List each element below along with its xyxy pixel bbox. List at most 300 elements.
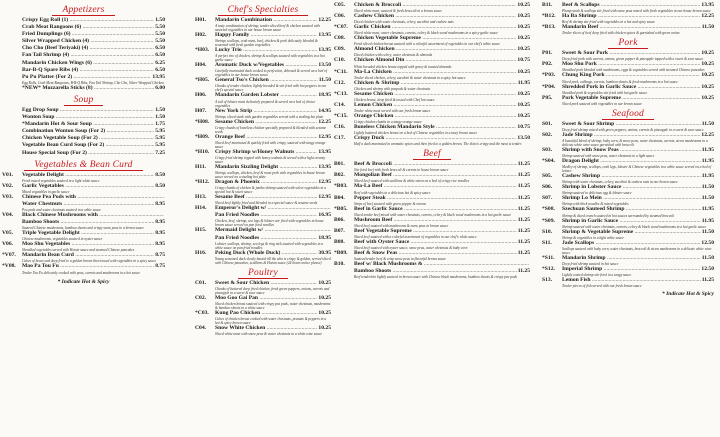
item-price: 11.95	[701, 146, 714, 153]
section-title	[542, 37, 714, 49]
menu-item	[334, 57, 530, 64]
menu-item	[2, 183, 165, 190]
item-price: 1.50	[155, 17, 165, 23]
item-price: 10.25	[318, 294, 331, 301]
item-price: 13.50	[517, 135, 530, 142]
item-code: C12.	[334, 79, 346, 86]
item-code: *C03.	[195, 309, 209, 316]
item-name: Bamboo Shoots .....	[22, 219, 154, 226]
menu-item	[195, 179, 331, 186]
section-title	[2, 94, 165, 106]
menu-item	[195, 108, 331, 115]
item-price	[330, 205, 331, 212]
item-price: 11.50	[701, 228, 714, 235]
item-description: Sliced white meat with snow peas & water chestnuts in a white wine sauce	[215, 332, 323, 337]
item-code: *B05.	[334, 205, 348, 212]
item-price: 14.95	[318, 107, 331, 114]
menu-item	[542, 50, 714, 57]
item-description: Sliced beef lightly fried and blended in a special sauce & sesame seeds	[215, 201, 318, 206]
item-name: Sesame Beef .....	[215, 194, 317, 201]
item-price: 10.25	[517, 13, 530, 20]
item-name: *NEW* Mozzarella Sticks (8) .....	[22, 85, 154, 92]
item-description: Sliced white meat, sauteed & fresh broccoli in a brown sauce	[354, 9, 442, 14]
item-name: Cashew Chicken .....	[354, 13, 516, 20]
item-code: *C13.	[334, 90, 348, 97]
item-name: Mushroom Beef .....	[354, 217, 517, 224]
item-description: Beef tenderloin lightly sauteed in brown sauce with Chinese black mushrooms, bamboo shoots & crispy pea pods	[354, 275, 517, 280]
item-code: H16.	[195, 249, 207, 256]
item-price: 6.50	[155, 52, 165, 59]
item-price: 11.50	[701, 254, 714, 261]
menu-item	[2, 263, 165, 270]
item-code: P05.	[542, 94, 553, 101]
item-description: Sauteed Chinese mushrooms, bamboo shoots and crispy snow peas in a brown sauce	[22, 226, 144, 231]
item-price	[164, 212, 165, 219]
item-code: *S12.	[542, 265, 555, 272]
section-title-text: Seafood	[602, 109, 654, 120]
item-code: S07.	[542, 195, 553, 202]
item-name: Beef in Garlic Sauce .....	[354, 206, 517, 213]
item-name: Mandarin Bean Curd .....	[22, 252, 154, 259]
item-code: *B09.	[334, 249, 348, 256]
item-name: Mandarin Combination .....	[215, 17, 317, 24]
item-price: 5.50	[155, 31, 165, 38]
item-name: Pan Fried Noodles .....	[215, 212, 317, 219]
item-price: 10.25	[701, 94, 714, 101]
menu-item	[2, 107, 165, 114]
menu-item	[195, 32, 331, 39]
item-price	[330, 227, 331, 234]
item-code	[2, 219, 22, 226]
item-code	[2, 67, 22, 74]
menu-column-3	[334, 2, 530, 437]
item-description: Tender pieces of fish served with our fresh lemon sauce	[562, 284, 642, 289]
item-price: 10.25	[517, 112, 530, 119]
item-name: Chicken Vegetable Supreme .....	[354, 35, 516, 42]
menu-item	[542, 195, 714, 202]
item-code	[2, 107, 22, 114]
item-price: 10.25	[517, 24, 530, 31]
item-name: Chicken Vegetable Soup (For 2) .....	[22, 135, 154, 142]
menu-item	[2, 135, 165, 142]
menu-item	[334, 268, 530, 275]
item-name: *Mandarin Hot & Sour Soup .....	[22, 121, 154, 128]
item-code: B08.	[334, 238, 345, 245]
item-description: Tender slices of beef deep fried with chicken spices & garnished with green onion	[562, 31, 680, 36]
item-price: 16.95	[318, 212, 331, 219]
item-price: 8.95	[155, 230, 165, 237]
item-code: S05.	[542, 173, 553, 180]
item-price: 10.25	[517, 90, 530, 97]
item-name: Dragon & Phoenix .....	[215, 179, 317, 186]
section-title	[334, 148, 530, 160]
item-name: Cho Cho (Beef Teriyaki) (4) .....	[22, 45, 154, 52]
item-description: Chicken, beef, shrimp, sea legs & lobster stir fried with vegetables in house brown sauce served on pan fried noodles	[215, 219, 324, 228]
item-name: Sweet & Sour Shrimp .....	[562, 121, 701, 128]
item-price: 6.50	[155, 66, 165, 73]
item-name: Crab Meat Rangoons (6) .....	[22, 24, 154, 31]
item-code: H07.	[195, 107, 207, 114]
item-name: Chinese Pea Pods with .....	[22, 194, 164, 201]
item-name: Moo Shu Pork .....	[562, 61, 700, 68]
menu-item	[334, 217, 530, 224]
item-price: 11.25	[701, 276, 714, 283]
item-description: Lightly coated shrimp stir fried in a tangy sauce	[562, 272, 632, 277]
item-code: *B12.	[542, 13, 556, 20]
item-price: 13.95	[701, 2, 714, 8]
menu-item	[195, 310, 331, 317]
item-price: 11.50	[701, 195, 714, 202]
item-description: Shrimp sauteed with water chestnuts, carrots, celery & black wood mushrooms in a hot garlic sauce	[562, 224, 707, 229]
item-price: 8.75	[155, 252, 165, 259]
item-description: Deep fried shrimp sauteed in hot sauce	[562, 261, 619, 266]
menu-item	[334, 183, 530, 190]
item-name: Beef Vegetable Supreme .....	[354, 228, 517, 235]
spicy-note: * Indicate Hot & Spicy	[662, 291, 714, 298]
item-description: Cubes of chicken breast cooked with water chestnuts, peanuts & peppers in a hot & spicy brown sauce	[215, 316, 327, 325]
item-name: Mermaid Delight w/ .....	[215, 227, 330, 234]
menu-item	[195, 62, 331, 69]
menu-item	[334, 239, 530, 246]
item-code: *C11.	[334, 68, 348, 75]
item-description: A tasty combination of shrimp, tender sliced beef & chicken sauteed with assorted vegetables in our house brown sauce	[215, 24, 320, 33]
section-title	[2, 159, 165, 171]
item-code: *V07.	[2, 252, 16, 259]
item-price: 8.75	[155, 263, 165, 270]
item-code: *H12.	[195, 179, 210, 186]
item-description: Sliced pork, cabbage, carrots, bamboo shoots & fresh mushrooms in a hot sauce	[562, 79, 678, 84]
item-price: 5.95	[155, 142, 165, 149]
item-name: Sweet & Sour Chicken .....	[215, 280, 317, 287]
item-name: Shredded Pork in Garlic Sauce .....	[562, 84, 700, 91]
item-description: A tail of lobster meat delicately prepared & served on a bed of choice vegetables	[215, 99, 316, 108]
menu-item	[195, 295, 331, 302]
item-code	[2, 60, 22, 67]
section-title-text: Appetizers	[52, 5, 114, 16]
item-name: Shrimp with Snow Peas .....	[562, 147, 701, 154]
item-code: H06.	[195, 92, 207, 99]
item-price: 6.00	[155, 84, 165, 91]
item-price: 8.50	[155, 171, 165, 178]
item-code: *P04.	[542, 83, 556, 90]
item-name: Ha Ba Shrimp .....	[562, 13, 700, 20]
item-description: Carefully marinated duck cooked to perfection, deboned & served on a bed of vegetables in our house brown sauce	[215, 69, 327, 78]
menu-item	[195, 92, 331, 99]
menu-column-2	[195, 2, 331, 437]
item-price: 12.25	[318, 17, 331, 23]
item-name: Sesame Chicken .....	[354, 91, 516, 98]
item-code: *H10.	[195, 148, 210, 155]
item-code: P01.	[542, 50, 553, 57]
item-name: Mandarin Chicken Wings (6) .....	[22, 60, 154, 67]
item-price: 30.95	[318, 249, 331, 256]
item-name: Orange Chicken .....	[354, 113, 516, 120]
item-name: Happy Family .....	[215, 32, 317, 39]
item-name: Beef with Oyster Sauce .....	[354, 239, 517, 246]
item-price: 5.95	[155, 135, 165, 142]
item-name: Shrimp Lo Mein .....	[562, 195, 701, 202]
item-price: 10.75	[517, 124, 530, 131]
item-name: Mandarin Garden Lobster .....	[215, 92, 317, 99]
menu-item	[195, 280, 331, 287]
item-name: Bamboo Shoots .....	[354, 268, 517, 275]
item-description: Plump steak & scallops stir fried with snow peas mixed with fresh vegetables in our house brown sauce	[562, 9, 711, 14]
item-description: Chinese mushrooms, vegetables sauteed in oyster sauce	[22, 237, 103, 242]
item-code: *S11.	[542, 254, 555, 261]
item-code: *S09.	[542, 217, 555, 224]
item-description: Pea pods and water chestnuts sauteed in a white sauce	[22, 207, 101, 212]
item-code: C09.	[334, 46, 346, 53]
item-price: 1.75	[155, 121, 165, 128]
spicy-note: * Indicate Hot & Spicy	[57, 278, 110, 285]
item-code: B06.	[334, 216, 345, 223]
item-code: B07.	[334, 227, 345, 234]
item-description: Crispy chunks of chicken & jumbo shrimp sauteed with select vegetables in a special hot & sweet sauce	[215, 186, 326, 195]
item-price: 13.95	[318, 32, 331, 39]
menu-item	[542, 61, 714, 68]
item-price: 5.50	[155, 24, 165, 31]
item-name: Moo Goo Gai Pan .....	[215, 295, 317, 302]
section-title	[542, 108, 714, 120]
menu-item	[334, 46, 530, 53]
menu-item	[542, 13, 714, 20]
item-price: 13.95	[152, 73, 165, 80]
item-description: Shrimp & diced crunch sauteed in hot sauces surrounded by steamed broccoli	[562, 213, 675, 218]
item-description: Mixed vegetables in garlic sauce	[22, 189, 70, 194]
menu-item	[334, 80, 530, 87]
item-price: 11.95	[701, 206, 714, 213]
item-name: Szechuan Sauteed Shrimp .....	[562, 206, 701, 213]
item-code	[2, 74, 22, 81]
item-description: A perfect trio of chicken, shrimp & scallops sauteed with vegetables in a hot garlic sauce	[215, 54, 325, 63]
item-price: 11.25	[517, 238, 530, 245]
item-description: Beef with vegetables in a delicious hot & spicy sauce	[354, 190, 431, 195]
item-code	[2, 128, 22, 135]
item-code: V01.	[2, 171, 14, 178]
menu-item	[195, 164, 331, 171]
item-code: H04.	[195, 62, 207, 69]
item-name: Emperor's Delight w/ .....	[215, 205, 330, 212]
item-code	[2, 45, 22, 52]
item-price: 11.95	[701, 217, 714, 224]
item-name: Beef & Snow Peas .....	[354, 250, 517, 257]
item-price: 11.50	[318, 77, 331, 84]
item-code: S01.	[542, 120, 553, 127]
menu-item	[195, 194, 331, 201]
item-name: Jade Scallops .....	[562, 240, 700, 247]
item-description: Diced chicken with celery, water chestnuts & almonds	[354, 53, 433, 58]
item-code	[2, 24, 22, 31]
item-code: C14.	[334, 101, 346, 108]
item-code: S06.	[542, 184, 553, 191]
item-price: 11.25	[517, 205, 530, 212]
item-price: 10.25	[701, 83, 714, 90]
menu-item	[195, 149, 331, 156]
item-name: Dragon Delight .....	[562, 158, 701, 165]
item-code: S10.	[542, 228, 553, 235]
item-code	[2, 135, 22, 142]
item-name: Black Chinese Mushrooms with .....	[22, 212, 164, 219]
item-code: *P03.	[542, 72, 556, 79]
item-price: 12.25	[701, 131, 714, 138]
menu-item	[195, 227, 331, 234]
menu-item	[334, 69, 530, 76]
item-code: H14.	[195, 205, 207, 212]
item-description: Shrimp sauteed in delicious egg & lobster sauce	[562, 191, 632, 196]
item-description: Shrimp, scallops, chicken, beef & roast pork with vegetables in house brown sauce served on a sizzling hot plate	[215, 171, 325, 180]
item-code: *C15.	[334, 112, 348, 119]
menu-item	[542, 184, 714, 191]
item-price: 12.25	[701, 13, 714, 20]
item-price: 10.25	[318, 279, 331, 286]
item-name: Crispy Duck .....	[354, 135, 516, 142]
item-code: *H09.	[195, 133, 210, 140]
item-price: 11.50	[701, 24, 714, 31]
item-description: Sauteed tender beef & crisp snow peas in flavorful brown sauce	[354, 257, 446, 262]
menu-item	[2, 60, 165, 67]
item-name: Chung King Pork .....	[562, 72, 700, 79]
menu-item	[2, 128, 165, 135]
item-price: 11.95	[701, 158, 714, 165]
menu-item	[195, 250, 331, 257]
item-price: 12.95	[318, 133, 331, 140]
item-name: Peking Duck (Whole Duck) .....	[215, 250, 317, 257]
item-description: Tender white meat served with our fresh lemon sauce	[354, 108, 431, 113]
item-code: B10.	[334, 261, 345, 268]
menu-item	[334, 124, 530, 131]
menu-item	[542, 121, 714, 128]
item-description: Shrimp sauteed with snow peas, water chestnuts in a light sauce	[562, 154, 655, 159]
menu-column-4	[542, 2, 714, 437]
item-name: General Tso's Chicken .....	[215, 77, 318, 84]
item-name: Mandarin Beef .....	[562, 24, 701, 31]
item-description: Crispy chunks of boneless chicken specially prepared & blended with sesame seeds	[215, 125, 327, 134]
item-description: Strips of beef sauteed with green pepper & onions	[354, 201, 426, 206]
menu-item	[195, 205, 331, 212]
menu-item	[195, 325, 331, 332]
item-name: Ma-La Chicken .....	[354, 69, 516, 76]
item-description: Lightly battered chicken breast on a bed of Chinese vegetables in a tasty brown sauce	[354, 131, 478, 136]
item-name: Sesame Chicken .....	[215, 119, 317, 126]
item-description: Sliced pork sauteed with vegetables in our brown sauce	[562, 101, 642, 106]
item-code: C02.	[195, 294, 207, 301]
item-price: 12.25	[318, 118, 331, 125]
menu-item	[334, 261, 530, 268]
menu-item	[542, 24, 714, 31]
item-price: 8.95	[155, 219, 165, 226]
item-code: B01.	[334, 161, 345, 168]
menu-item	[334, 206, 530, 213]
item-price: 11.25	[517, 216, 530, 223]
menu-item	[542, 95, 714, 102]
menu-item	[2, 142, 165, 149]
item-price: 10.25	[701, 61, 714, 68]
item-name: Mongolian Beef .....	[354, 172, 517, 179]
menu-item	[2, 252, 165, 259]
item-name: Beef w/ Black Mushrooms & .....	[354, 261, 529, 268]
item-code	[334, 268, 354, 275]
item-name: Shrimp in Lobster Sauce .....	[562, 184, 701, 191]
menu-item	[195, 77, 331, 84]
item-description: Chunks of tender chicken, lightly breaded & stir fried with hot peppers in our chef's special sauce	[215, 84, 327, 93]
menu-item	[195, 212, 331, 219]
item-description: Cubes of bean curd deep fried to a golden brown then tossed with vegetables in a spicy sauce	[22, 259, 157, 264]
item-price: 10.25	[517, 46, 530, 53]
menu-item	[2, 230, 165, 237]
item-name: Shrimp & Vegetable Supreme .....	[562, 229, 701, 236]
menu-item	[2, 74, 165, 81]
item-code: C08.	[334, 35, 346, 42]
item-description: Shrimp, sliced steak with garden vegetables served with a sizzling hot plate	[215, 114, 324, 119]
item-description: Shredded pork & vegetables stir fried with hot garlic sauce	[562, 90, 648, 95]
item-name: Crispy Egg Roll (1) .....	[22, 17, 154, 24]
item-price: 18.95	[318, 92, 331, 99]
menu-item	[542, 266, 714, 273]
item-description: Chunks of battered deep fried chicken, fresh green peppers, onions, carrots and pineapple in a sweet & sour sauce	[215, 286, 330, 295]
item-name: Pork Vegetable Supreme .....	[562, 95, 700, 102]
item-code: B04.	[334, 194, 345, 201]
section-title	[195, 4, 331, 16]
item-name: Pu Pu Platter (For 2) .....	[22, 74, 151, 81]
menu-item	[542, 147, 714, 154]
item-name: Ma-La Beef .....	[354, 183, 517, 190]
item-name: Pepper Steak .....	[354, 195, 517, 202]
item-code: S02.	[542, 131, 553, 138]
item-price: 6.25	[155, 59, 165, 66]
item-code: *S08.	[542, 206, 555, 213]
item-name: Shrimp in Garlic Sauce .....	[562, 218, 701, 225]
menu-item	[2, 85, 165, 92]
item-description: Chicken and shrimp with peapods & water chestnuts	[354, 86, 430, 91]
item-code	[2, 17, 22, 24]
item-price: 12.95	[318, 194, 331, 201]
item-description: Fresh sliced chicken breast sauteed with a colorful assortment of vegetables in our chef's white sauce	[354, 42, 500, 47]
item-name: Beef & Broccoli .....	[354, 161, 517, 168]
section-title-text: Vegetables & Bean Curd	[24, 160, 142, 171]
item-code: V05.	[2, 230, 14, 237]
item-name: Imperial Shrimp .....	[562, 266, 700, 273]
item-price: 18.95	[318, 234, 331, 241]
item-name: Vegetable Delight .....	[22, 172, 154, 179]
item-code	[195, 212, 215, 219]
item-description: White breaded chicken breast topped with gravy & toasted almonds	[354, 64, 452, 69]
item-price: 8.50	[155, 182, 165, 189]
item-price: 11.50	[701, 120, 714, 127]
item-name: Bar-B-Q Spare Ribs (4) .....	[22, 67, 154, 74]
menu-item	[334, 113, 530, 120]
item-code	[2, 38, 22, 45]
item-price: 10.25	[701, 50, 714, 57]
item-name: Vegetable Bean Curd Soup (For 2) .....	[22, 142, 154, 149]
item-name: Mandarin Sizzling Delight .....	[215, 164, 317, 171]
item-code: S03.	[542, 146, 553, 153]
menu-item	[542, 72, 714, 79]
menu-item	[542, 277, 714, 284]
item-name: Lemon Fish .....	[562, 277, 701, 284]
item-code: H11.	[195, 163, 207, 170]
item-price: 11.25	[517, 172, 530, 179]
menu-item	[542, 173, 714, 180]
menu-item	[542, 206, 714, 213]
item-code	[2, 31, 22, 38]
menu-item	[334, 228, 530, 235]
menu-column-1	[2, 2, 165, 437]
item-name: Lemon Chicken .....	[354, 102, 516, 109]
section-title-text: Chef's Specialties	[218, 5, 309, 16]
item-description: Sliced beef sauteed with mushrooms & snow peas in brown sauce	[354, 223, 449, 228]
section-title-text: Poultry	[238, 268, 288, 279]
menu-item	[542, 158, 714, 165]
